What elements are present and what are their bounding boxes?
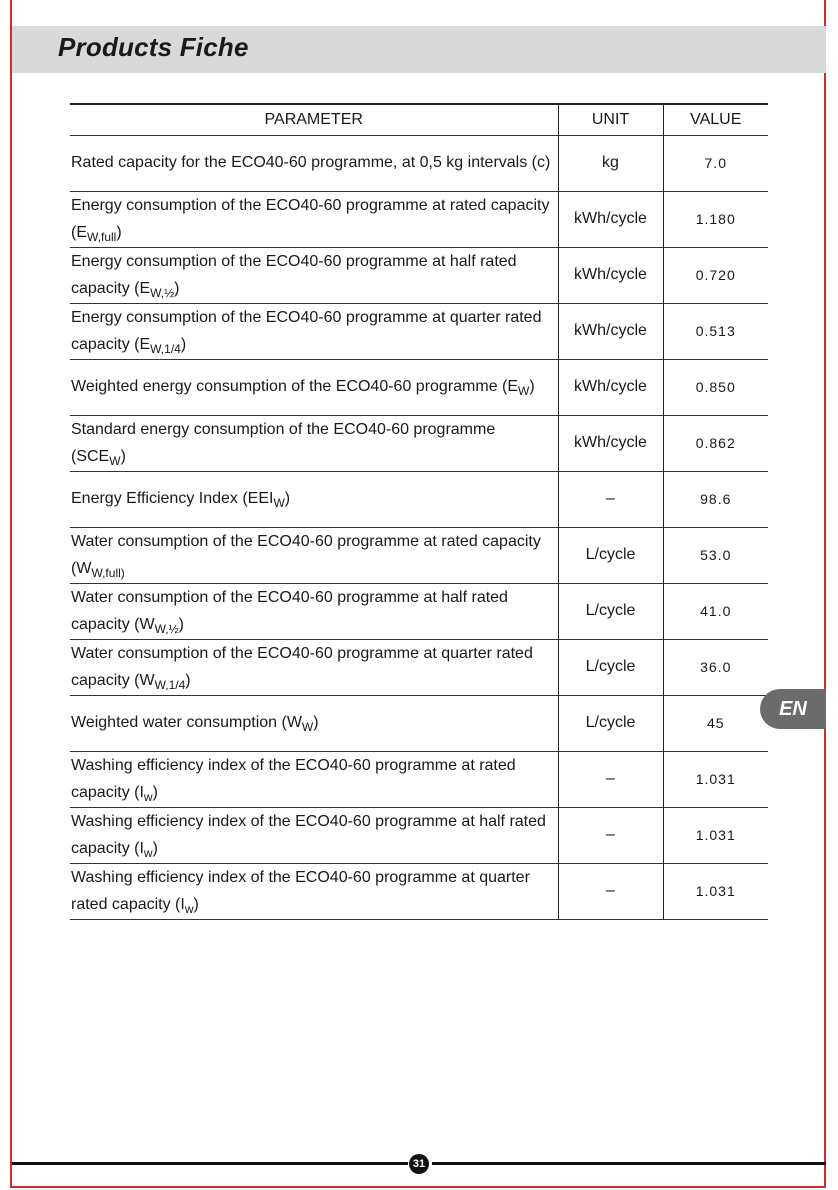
value-cell: 0.720: [695, 267, 736, 283]
page-number: 31: [409, 1154, 429, 1174]
parameter-text: Washing efficiency index of the ECO40-60 programme at rated capacity (I: [71, 756, 516, 801]
title-bar: [12, 26, 826, 73]
parameter-text: Standard energy consumption of the ECO40-60 programme (SCE: [71, 420, 496, 465]
parameter-subscript: W,½: [154, 621, 179, 636]
value-cell: 0.850: [695, 379, 736, 395]
parameter-subscript: W,1/4: [154, 677, 186, 692]
parameter-suffix: ): [116, 223, 122, 241]
value-cell: 41.0: [700, 603, 732, 619]
parameter-suffix: ): [174, 279, 180, 297]
unit-cell: –: [558, 471, 663, 527]
product-fiche-table: [70, 103, 768, 920]
table-row: [70, 359, 768, 415]
value-cell: 0.513: [695, 323, 736, 339]
parameter-text: Washing efficiency index of the ECO40-60 programme at half rated capacity (I: [71, 812, 546, 857]
unit-cell: –: [558, 807, 663, 863]
parameter-cell: [70, 863, 558, 919]
parameter-text: Weighted water consumption (W: [71, 714, 302, 731]
column-header-unit: UNIT: [558, 104, 663, 135]
parameter-subscript: W,full): [91, 565, 125, 580]
parameter-suffix: ): [284, 490, 291, 507]
unit-cell: L/cycle: [558, 639, 663, 695]
unit-cell: L/cycle: [558, 695, 663, 751]
parameter-text: Water consumption of the ECO40-60 programme at half rated capacity (W: [71, 588, 508, 633]
column-header-parameter: PARAMETER: [264, 110, 363, 128]
table-row: [70, 527, 768, 583]
parameter-cell: [70, 135, 558, 191]
parameter-subscript: w: [184, 901, 194, 916]
parameter-cell: [70, 191, 558, 247]
parameter-cell: [70, 303, 558, 359]
parameter-cell: [70, 807, 558, 863]
parameter-subscript: W: [109, 453, 121, 468]
value-cell: 1.180: [695, 211, 736, 227]
parameter-cell: [70, 471, 558, 527]
parameter-cell: [70, 359, 558, 415]
parameter-cell: [70, 527, 558, 583]
unit-cell: kWh/cycle: [558, 415, 663, 471]
parameter-text: Energy consumption of the ECO40-60 programme at rated capacity (E: [71, 196, 550, 241]
parameter-subscript: W: [273, 496, 285, 510]
unit-cell: kWh/cycle: [558, 359, 663, 415]
unit-cell: kWh/cycle: [558, 191, 663, 247]
parameter-subscript: W: [301, 720, 314, 734]
parameter-subscript: w: [143, 789, 153, 804]
parameter-cell: [70, 751, 558, 807]
parameter-text: Water consumption of the ECO40-60 programme at rated capacity (W: [71, 532, 541, 577]
table-row: [70, 415, 768, 471]
unit-cell: –: [558, 863, 663, 919]
unit-cell: kWh/cycle: [558, 247, 663, 303]
parameter-text: Rated capacity for the ECO40-60 programme, at 0,5 kg intervals (c): [71, 154, 551, 171]
table-row: [70, 751, 768, 807]
parameter-text: Weighted energy consumption of the ECO40-60 programme (E: [71, 378, 519, 395]
parameter-cell: [70, 583, 558, 639]
unit-cell: kWh/cycle: [558, 303, 663, 359]
parameter-suffix: ): [152, 783, 158, 801]
unit-cell: kg: [558, 135, 663, 191]
footer-rule-right: [432, 1162, 826, 1165]
value-cell: 45: [706, 715, 725, 731]
parameter-suffix: ): [185, 671, 191, 689]
table-row: [70, 471, 768, 527]
table-row: [70, 247, 768, 303]
page-title: Products Fiche: [58, 32, 249, 62]
table-row: [70, 695, 768, 751]
table-row: [70, 583, 768, 639]
parameter-text: Energy consumption of the ECO40-60 programme at half rated capacity (E: [71, 252, 517, 297]
unit-cell: L/cycle: [558, 583, 663, 639]
parameter-subscript: W,½: [150, 285, 175, 300]
value-cell: 0.862: [695, 435, 736, 451]
parameter-suffix: ): [313, 714, 319, 731]
parameter-cell: [70, 639, 558, 695]
column-header-value: VALUE: [690, 110, 742, 128]
parameter-suffix: ): [178, 615, 184, 633]
unit-cell: L/cycle: [558, 527, 663, 583]
unit-cell: –: [558, 751, 663, 807]
table-row: [70, 863, 768, 919]
parameter-text: Energy consumption of the ECO40-60 programme at quarter rated capacity (E: [71, 308, 542, 353]
table-row: [70, 191, 768, 247]
parameter-suffix: ): [152, 839, 158, 857]
value-cell: 1.031: [695, 827, 736, 843]
parameter-text: Energy Efficiency Index (EEI: [71, 490, 274, 507]
table-header-row: [70, 104, 768, 135]
parameter-subscript: W,1/4: [150, 341, 181, 356]
parameter-cell: [70, 415, 558, 471]
value-cell: 7.0: [704, 155, 727, 171]
parameter-subscript: W,full: [87, 229, 117, 244]
language-tab: EN: [760, 689, 826, 729]
parameter-suffix: ): [120, 447, 126, 465]
table-row: [70, 807, 768, 863]
value-cell: 1.031: [695, 883, 736, 899]
parameter-suffix: ): [180, 335, 187, 353]
table-row: [70, 135, 768, 191]
table-row: [70, 639, 768, 695]
table-row: [70, 303, 768, 359]
footer-rule-left: [12, 1162, 408, 1165]
value-cell: 1.031: [695, 771, 736, 787]
value-cell: 53.0: [700, 547, 732, 563]
parameter-subscript: w: [143, 845, 153, 860]
parameter-text: Water consumption of the ECO40-60 programme at quarter rated capacity (W: [71, 644, 533, 689]
parameter-cell: [70, 695, 558, 751]
parameter-suffix: ): [193, 895, 199, 913]
value-cell: 98.6: [700, 491, 732, 507]
parameter-suffix: ): [529, 378, 535, 395]
parameter-text: Washing efficiency index of the ECO40-60 programme at quarter rated capacity (I: [71, 868, 530, 913]
value-cell: 36.0: [700, 659, 732, 675]
parameter-subscript: W: [518, 384, 530, 398]
parameter-cell: [70, 247, 558, 303]
